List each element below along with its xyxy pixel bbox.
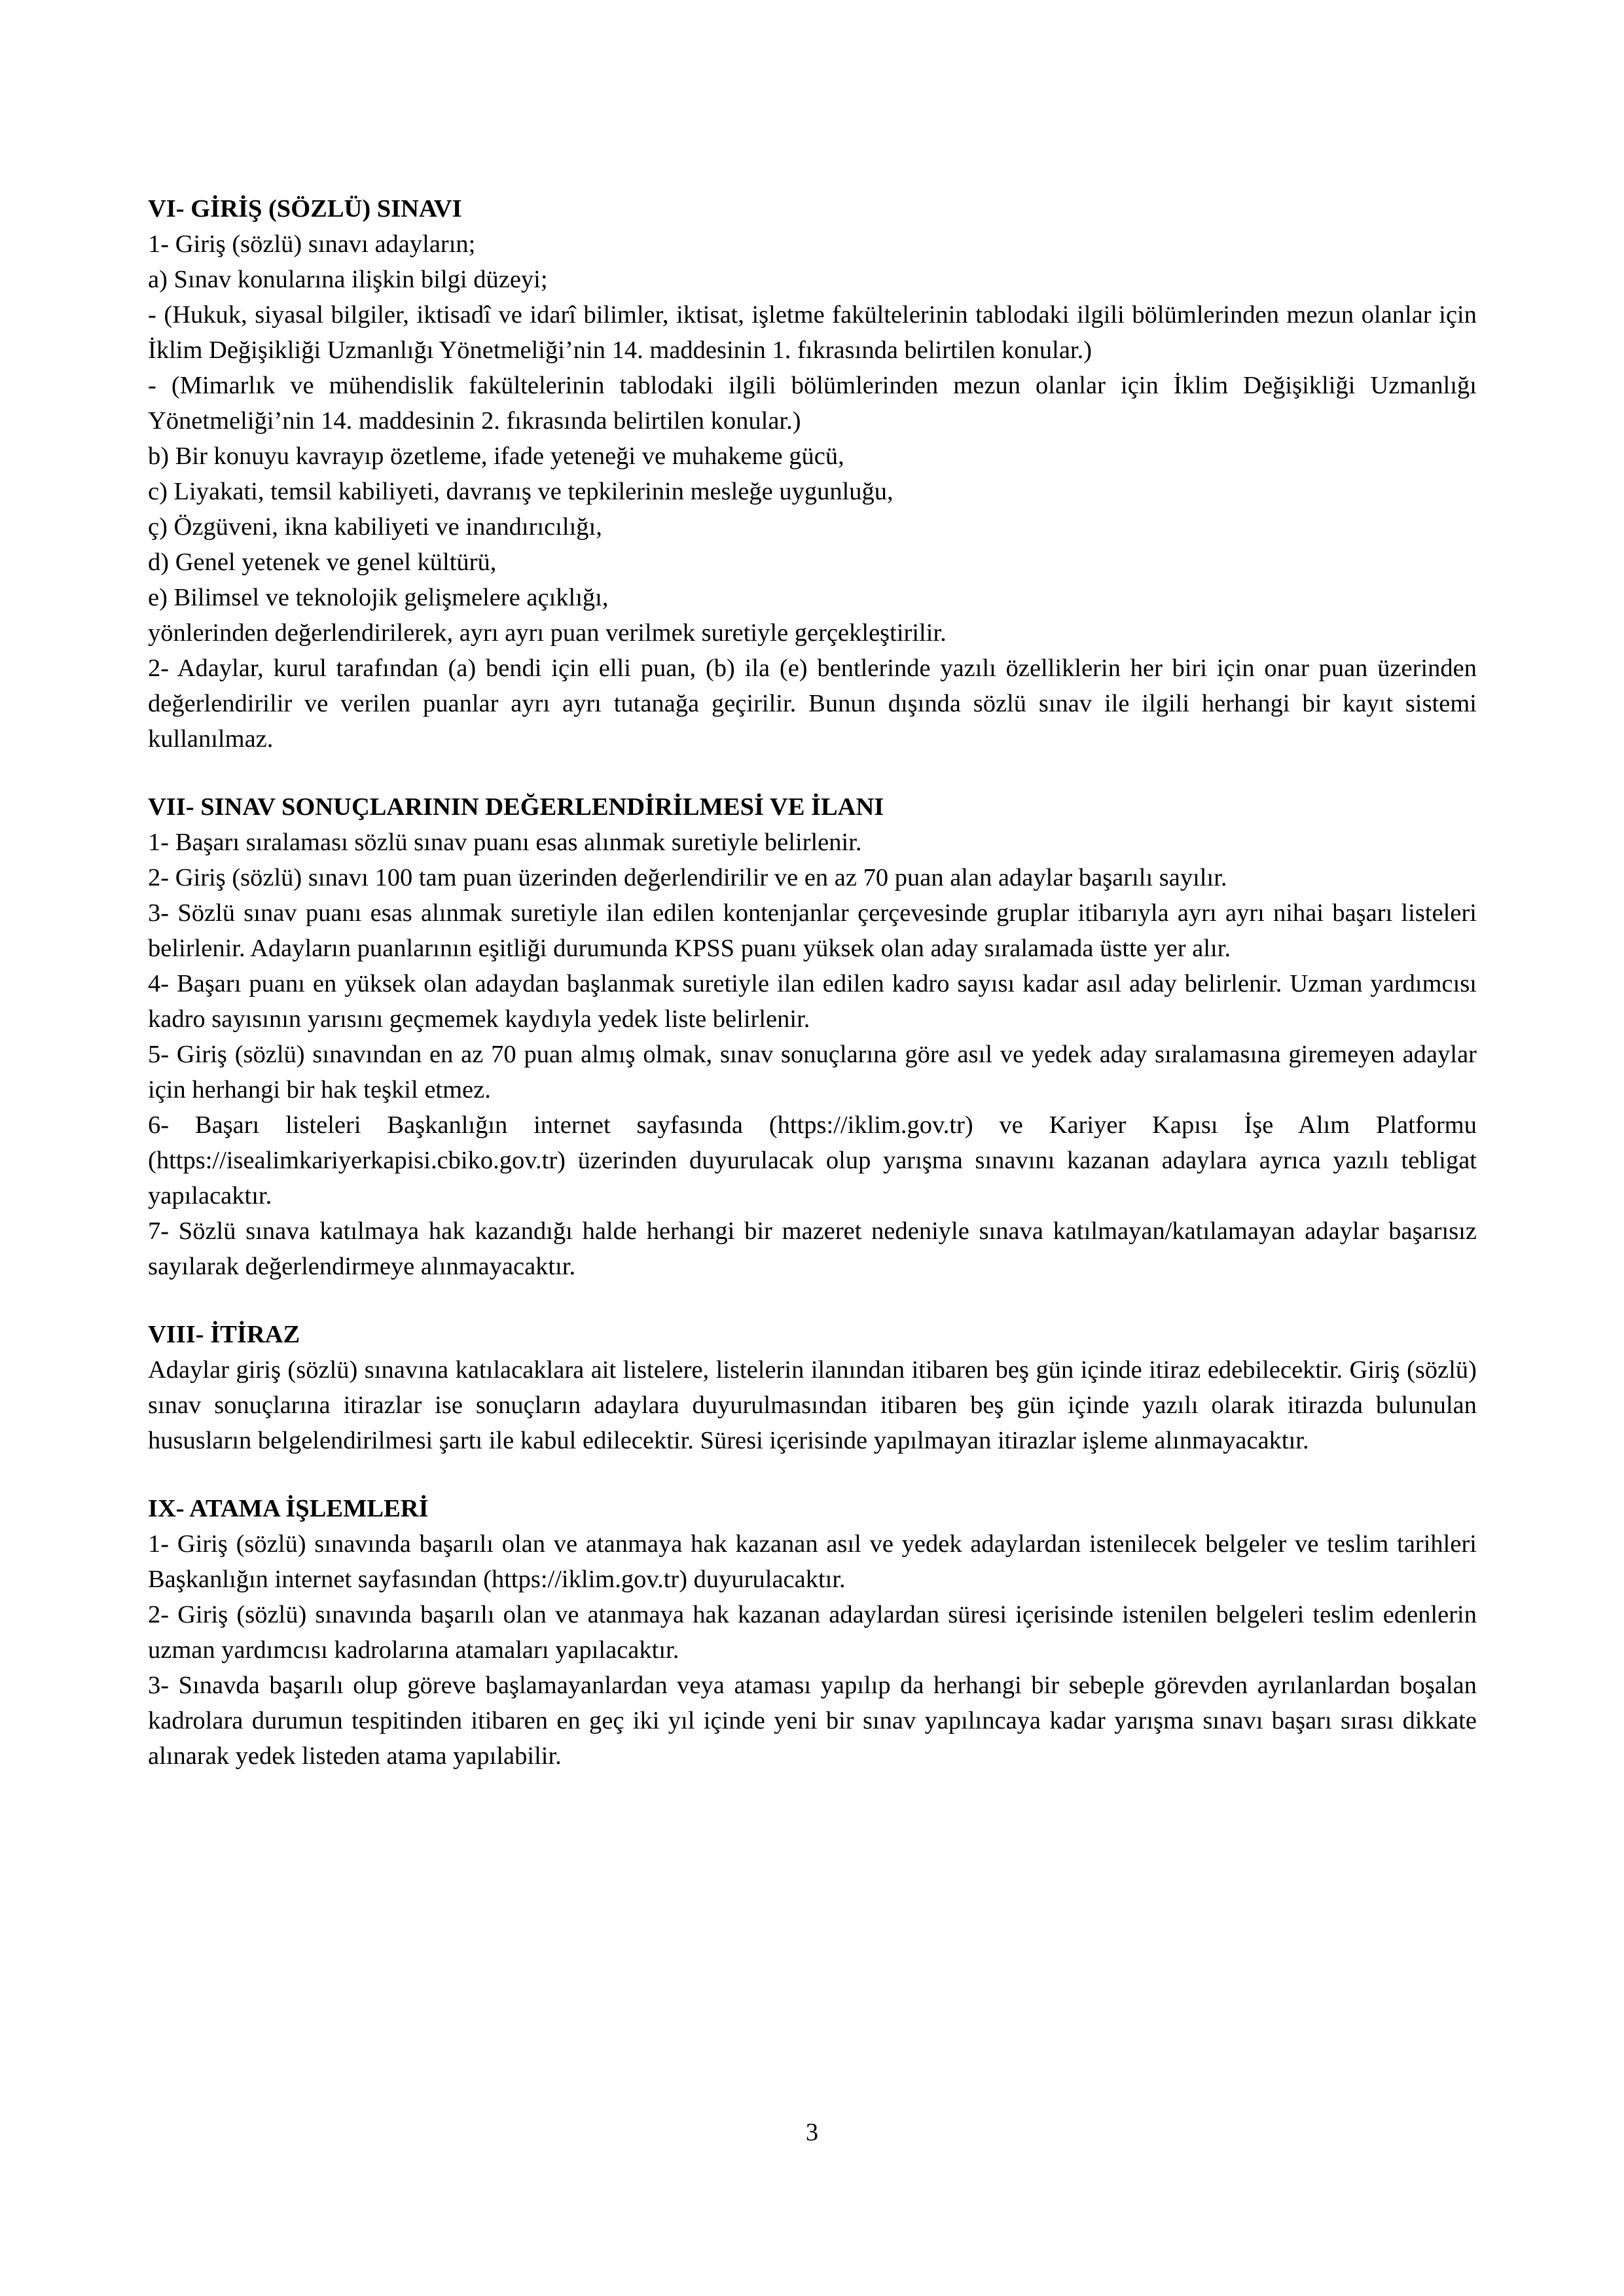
- paragraph: d) Genel yetenek ve genel kültürü,: [148, 548, 497, 576]
- section: [148, 789, 1477, 1284]
- document-body: [148, 191, 1477, 1806]
- paragraph: - (Hukuk, siyasal bilgiler, iktisadî ve idarî bilimler, iktisat, işletme fakültelerinin tablodaki ilgili bölümlerinden mezun olanlar için İklim Değişikliği Uzmanlığı Yönetmeliği’nin 14. maddesinin 1. fıkrasında belirtilen konular.): [148, 301, 1477, 364]
- paragraph: b) Bir konuyu kavrayıp özetleme, ifade yeteneği ve muhakeme gücü,: [148, 442, 844, 470]
- paragraph: e) Bilimsel ve teknolojik gelişmelere açıklığı,: [148, 584, 609, 611]
- page-number: 3: [805, 2119, 819, 2146]
- paragraph: 1- Giriş (sözlü) sınavı adayların;: [148, 230, 476, 258]
- paragraph: Adaylar giriş (sözlü) sınavına katılacaklara ait listelere, listelerin ilanından itibaren beş gün içinde itiraz edebilecektir. Giriş (sözlü) sınav sonuçlarına itirazlar ise sonuçların adaylara duyurulmasından itibaren beş gün içinde yazılı olarak itirazda bulunulan hususların belgelendirilmesi şartı ile kabul edilecektir. Süresi içerisinde yapılmayan itirazlar işleme alınmayacaktır.: [148, 1356, 1477, 1454]
- section-heading: VI- GİRİŞ (SÖZLÜ) SINAVI: [148, 195, 462, 223]
- paragraph: 1- Giriş (sözlü) sınavında başarılı olan ve atanmaya hak kazanan asıl ve yedek adaylardan istenilecek belgeler ve teslim tarihleri Başkanlığın internet sayfasından (https://iklim.gov.tr) duyurulacaktır.: [148, 1530, 1477, 1593]
- paragraph: 2- Giriş (sözlü) sınavı 100 tam puan üzerinden değerlendirilir ve en az 70 puan alan adaylar başarılı sayılır.: [148, 864, 1227, 891]
- paragraph: a) Sınav konularına ilişkin bilgi düzeyi;: [148, 266, 548, 293]
- section: [148, 1317, 1477, 1458]
- paragraph: ç) Özgüveni, ikna kabiliyeti ve inandırıcılığı,: [148, 513, 602, 541]
- section-heading: VIII- İTİRAZ: [148, 1321, 300, 1348]
- paragraph: yönlerinden değerlendirilerek, ayrı ayrı puan verilmek suretiyle gerçekleştirilir.: [148, 619, 947, 647]
- paragraph: 7- Sözlü sınava katılmaya hak kazandığı halde herhangi bir mazeret nedeniyle sınava katılmayan/katılamayan adaylar başarısız sayılarak değerlendirmeye alınmayacaktır.: [148, 1217, 1477, 1280]
- paragraph: c) Liyakati, temsil kabiliyeti, davranış ve tepkilerinin mesleğe uygunluğu,: [148, 478, 893, 505]
- paragraph: 2- Giriş (sözlü) sınavında başarılı olan ve atanmaya hak kazanan adaylardan süresi içerisinde istenilen belgeleri teslim edenlerin uzman yardımcısı kadrolarına atamaları yapılacaktır.: [148, 1601, 1477, 1664]
- paragraph: 4- Başarı puanı en yüksek olan adaydan başlanmak suretiyle ilan edilen kadro sayısı kadar asıl aday belirlenir. Uzman yardımcısı kadro sayısının yarısını geçmemek kaydıyla yedek liste belirlenir.: [148, 970, 1477, 1033]
- paragraph: - (Mimarlık ve mühendislik fakültelerinin tablodaki ilgili bölümlerinden mezun olanlar için İklim Değişikliği Uzmanlığı Yönetmeliği’nin 14. maddesinin 2. fıkrasında belirtilen konular.): [148, 372, 1477, 435]
- paragraph: 1- Başarı sıralaması sözlü sınav puanı esas alınmak suretiyle belirlenir.: [148, 829, 862, 856]
- section: [148, 1491, 1477, 1774]
- section: [148, 191, 1477, 757]
- paragraph: 6- Başarı listeleri Başkanlığın internet sayfasında (https://iklim.gov.tr) ve Kariyer Kapısı İşe Alım Platformu (https://isealimkariyerkapisi.cbiko.gov.tr) üzerinden duyurulacak olup yarışma sınavını kazanan adaylara ayrıca yazılı tebligat yapılacaktır.: [148, 1111, 1477, 1210]
- paragraph: 2- Adaylar, kurul tarafından (a) bendi için elli puan, (b) ila (e) bentlerinde yazılı özelliklerin her biri için onar puan üzerinden değerlendirilir ve verilen puanlar ayrı ayrı tutanağa geçirilir. Bunun dışında sözlü sınav ile ilgili herhangi bir kayıt sistemi kullanılmaz.: [148, 655, 1477, 753]
- paragraph: 5- Giriş (sözlü) sınavından en az 70 puan almış olmak, sınav sonuçlarına göre asıl ve yedek aday sıralamasına giremeyen adaylar için herhangi bir hak teşkil etmez.: [148, 1041, 1477, 1103]
- section-heading: VII- SINAV SONUÇLARININ DEĞERLENDİRİLMESİ VE İLANI: [148, 793, 884, 821]
- paragraph: 3- Sınavda başarılı olup göreve başlamayanlardan veya ataması yapılıp da herhangi bir sebeple görevden ayrılanlardan boşalan kadrolara durumun tespitinden itibaren en geç iki yıl içinde yeni bir sınav yapılıncaya kadar yarışma sınavı başarı sırası dikkate alınarak yedek listeden atama yapılabilir.: [148, 1672, 1477, 1770]
- section-heading: IX- ATAMA İŞLEMLERİ: [148, 1495, 429, 1522]
- paragraph: 3- Sözlü sınav puanı esas alınmak suretiyle ilan edilen kontenjanlar çerçevesinde gruplar itibarıyla ayrı ayrı nihai başarı listeleri belirlenir. Adayların puanlarının eşitliği durumunda KPSS puanı yüksek olan aday sıralamada üstte yer alır.: [148, 899, 1477, 962]
